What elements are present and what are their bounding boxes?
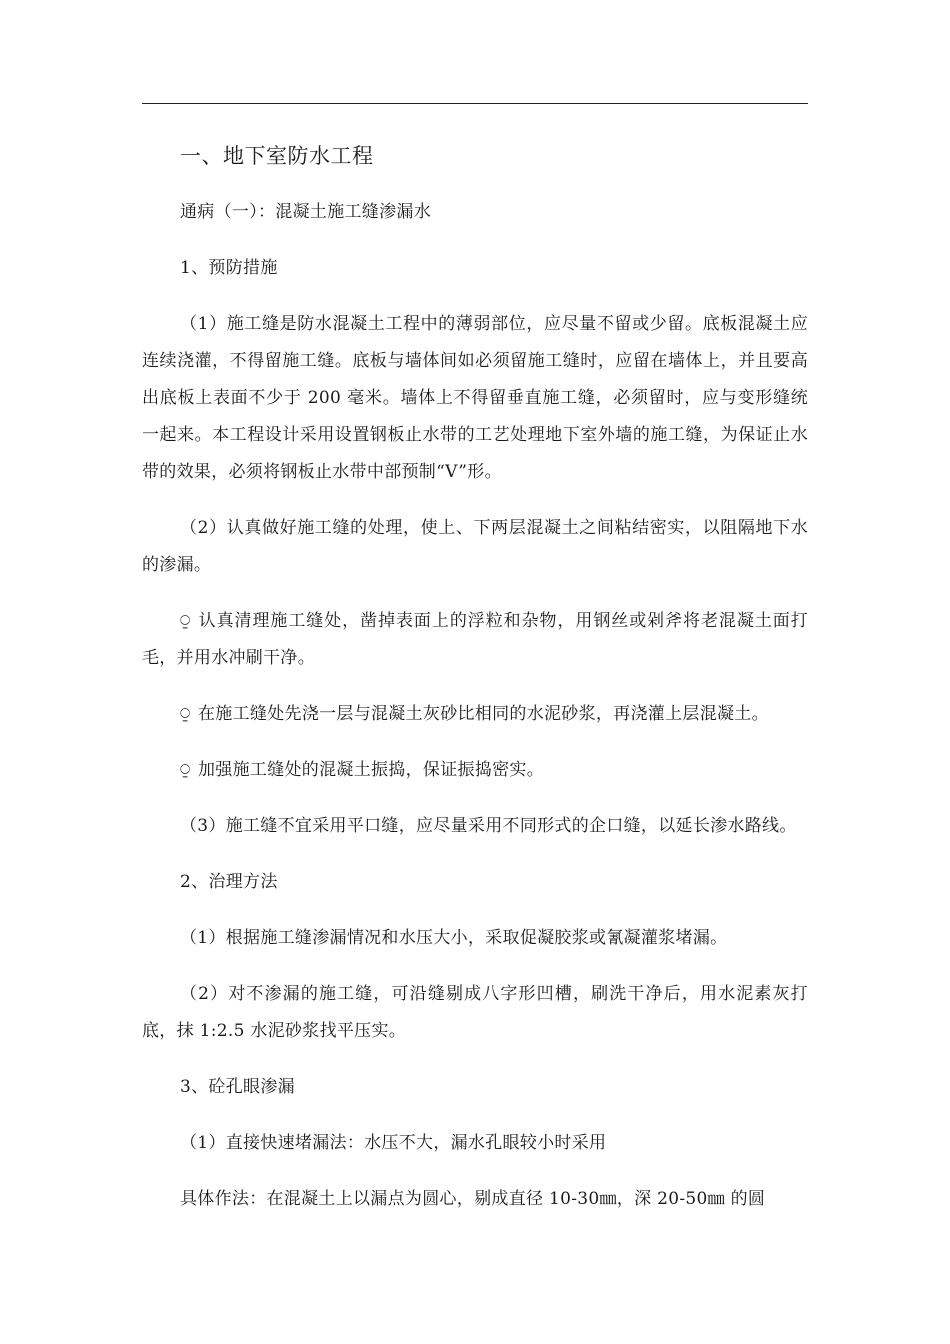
bullet-item-2 [142, 696, 808, 733]
section3-title: 3、砼孔眼渗漏 [180, 1077, 295, 1097]
section1-paragraph-1: （1）施工缝是防水混凝土工程中的薄弱部位，应尽量不留或少留。底板混凝土应连续浇灌，不得留施工缝。底板与墙体间如必须留施工缝时，应留在墙体上，并且要高出底板上表面不少于 200 毫米。墙体上不得留垂直施工缝，必须留时，应与变形缝统一起来。本工程设计采用设置钢板止水带的工艺处理地下室外墙的施工缝，为保证止水带的效果，必须将钢板止水带中部预制“V”形。 [142, 314, 808, 482]
section2-paragraph-1: （1）根据施工缝渗漏情况和水压大小，采取促凝胶浆或氰凝灌浆堵漏。 [180, 928, 728, 948]
circle-bullet-icon: ⍜ [180, 611, 191, 631]
circle-bullet-icon: ⍜ [180, 760, 191, 780]
section3-paragraph-2: 具体作法：在混凝土上以漏点为圆心，剔成直径 10-30㎜，深 20-50㎜ 的圆 [180, 1189, 766, 1209]
page-heading: 一、地下室防水工程 [180, 144, 374, 168]
bullet-item-3 [142, 752, 808, 789]
bullet-text: 认真清理施工缝处，凿掉表面上的浮粒和杂物，用钢丝或剁斧将老混凝土面打毛，并用水冲刷干净。 [142, 611, 808, 668]
circle-bullet-icon: ⍜ [180, 704, 191, 724]
section1-paragraph-3: （3）施工缝不宜采用平口缝，应尽量采用不同形式的企口缝，以延长渗水路线。 [180, 816, 797, 836]
bullet-text: 在施工缝处先浇一层与混凝土灰砂比相同的水泥砂浆，再浇灌上层混凝土。 [198, 704, 769, 724]
section1-title: 1、预防措施 [180, 258, 278, 278]
header-rule [142, 103, 808, 104]
document-body [142, 128, 808, 1218]
subtitle: 通病（一）：混凝土施工缝渗漏水 [180, 202, 431, 222]
bullet-item-1 [142, 603, 808, 677]
section2-title: 2、治理方法 [180, 872, 278, 892]
bullet-text: 加强施工缝处的混凝土振捣，保证振捣密实。 [198, 760, 544, 780]
section3-paragraph-1: （1）直接快速堵漏法：水压不大，漏水孔眼较小时采用 [180, 1133, 607, 1153]
section1-paragraph-2: （2）认真做好施工缝的处理，使上、下两层混凝土之间粘结密实，以阻隔地下水的渗漏。 [142, 518, 808, 575]
section2-paragraph-2: （2）对不渗漏的施工缝，可沿缝剔成八字形凹槽，刷洗干净后，用水泥素灰打底，抹 1:2.5 水泥砂浆找平压实。 [142, 984, 808, 1041]
